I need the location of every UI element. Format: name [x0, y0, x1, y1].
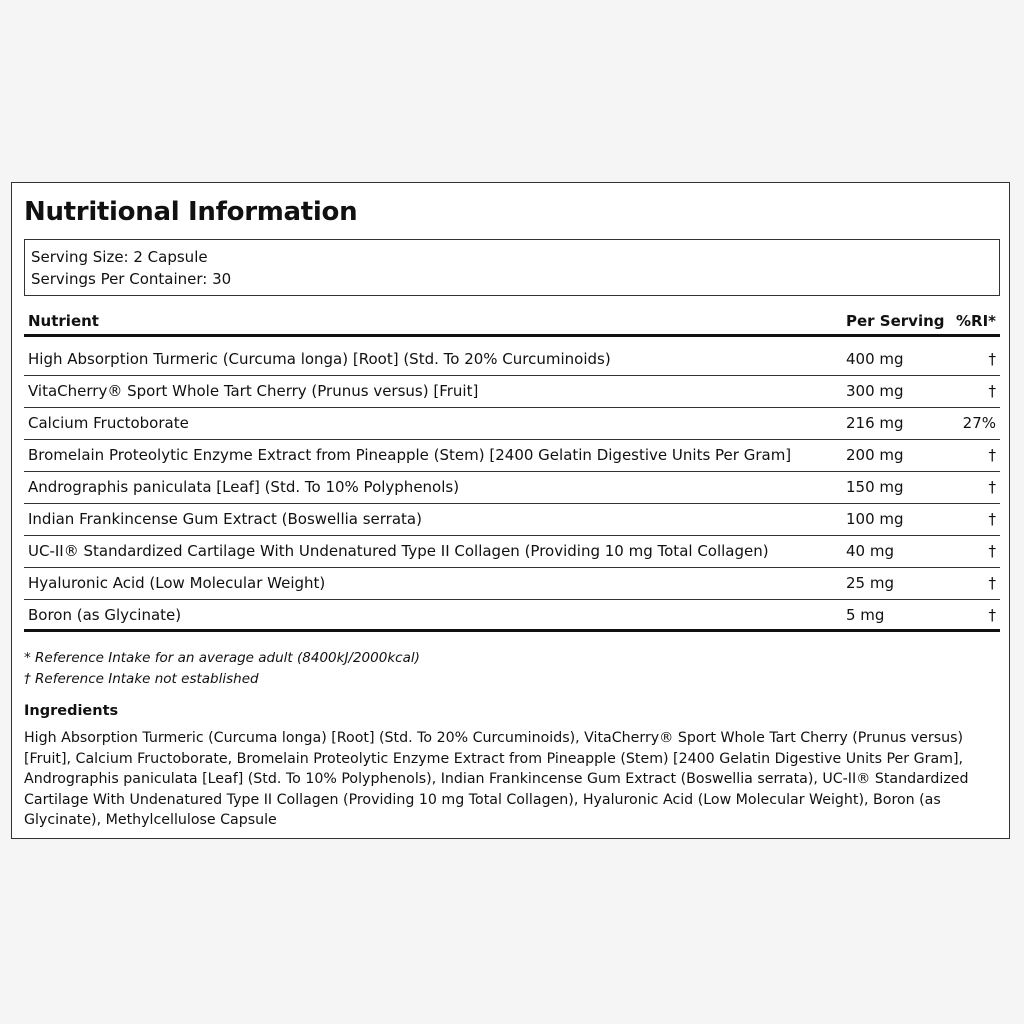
table-row: [24, 568, 1000, 600]
nutrient-ri: †: [988, 382, 996, 400]
nutrient-name: VitaCherry® Sport Whole Tart Cherry (Prunus versus) [Fruit]: [28, 382, 479, 400]
nutrition-panel: [11, 182, 1010, 839]
ingredients-text: High Absorption Turmeric (Curcuma longa) [Root] (Std. To 20% Curcuminoids), VitaCherry® Sport Whole Tart Cherry (Prunus versus) [Fruit], Calcium Fructoborate, Bromelain Proteolytic Enzyme Extract from Pineapple (Stem) [2400 Gelatin Digestive Units Per Gram], Andrographis paniculata [Leaf] (Std. To 10% Polyphenols), Indian Frankincense Gum Extract (Boswellia serrata), UC-II® Standardized Cartilage With Undenatured Type II Collagen (Providing 10 mg Total Collagen), Hyaluronic Acid (Low Molecular Weight), Boron (as Glycinate), Methylcellulose Capsule: [24, 730, 969, 828]
nutrient-name: UC-II® Standardized Cartilage With Undenatured Type II Collagen (Providing 10 mg Total Collagen): [28, 542, 769, 560]
table-row: [24, 600, 1000, 632]
nutrient-amount: 25 mg: [846, 574, 894, 592]
nutrient-amount: 5 mg: [846, 606, 885, 624]
table-row: [24, 504, 1000, 536]
table-row: [24, 408, 1000, 440]
serving-size: Serving Size: 2 Capsule: [31, 248, 208, 266]
ingredients-heading: Ingredients: [24, 703, 119, 719]
nutrient-amount: 216 mg: [846, 414, 904, 432]
nutrient-table-body: [24, 344, 1000, 632]
table-row: [24, 536, 1000, 568]
footnote-not-established: † Reference Intake not established: [24, 671, 259, 687]
nutrient-ri: †: [988, 542, 996, 560]
table-row: [24, 440, 1000, 472]
header-ri: %RI*: [955, 312, 996, 330]
nutrient-name: High Absorption Turmeric (Curcuma longa) [Root] (Std. To 20% Curcuminoids): [28, 350, 611, 368]
table-row: [24, 376, 1000, 408]
page-title: Nutritional Information: [24, 197, 358, 227]
nutrient-amount: 200 mg: [846, 446, 904, 464]
nutrient-ri: †: [988, 574, 996, 592]
table-row: [24, 472, 1000, 504]
nutrient-amount: 100 mg: [846, 510, 904, 528]
nutrient-amount: 40 mg: [846, 542, 894, 560]
header-per-serving: Per Serving: [846, 312, 945, 330]
nutrient-amount: 150 mg: [846, 478, 904, 496]
nutrient-name: Bromelain Proteolytic Enzyme Extract from Pineapple (Stem) [2400 Gelatin Digestive Units Per Gram]: [28, 446, 792, 464]
nutrient-name: Hyaluronic Acid (Low Molecular Weight): [28, 574, 326, 592]
nutrient-ri: †: [988, 478, 996, 496]
footnotes: [24, 648, 420, 690]
nutrient-name: Calcium Fructoborate: [28, 414, 189, 432]
footnote-reference-intake: * Reference Intake for an average adult (8400kJ/2000kcal): [24, 650, 420, 666]
nutrient-amount: 300 mg: [846, 382, 904, 400]
nutrient-name: Boron (as Glycinate): [28, 606, 182, 624]
nutrient-ri: †: [988, 606, 996, 624]
nutrient-name: Indian Frankincense Gum Extract (Boswellia serrata): [28, 510, 422, 528]
nutrient-ri: †: [988, 350, 996, 368]
nutrient-name: Andrographis paniculata [Leaf] (Std. To 10% Polyphenols): [28, 478, 460, 496]
servings-per-container: Servings Per Container: 30: [31, 270, 232, 288]
nutrient-ri: †: [988, 510, 996, 528]
header-nutrient: Nutrient: [28, 312, 99, 330]
nutrient-ri: 27%: [962, 414, 996, 432]
nutrient-ri: †: [988, 446, 996, 464]
nutrient-amount: 400 mg: [846, 350, 904, 368]
serving-info-box: [24, 239, 1000, 296]
table-header: [24, 303, 1000, 337]
table-row: [24, 344, 1000, 376]
